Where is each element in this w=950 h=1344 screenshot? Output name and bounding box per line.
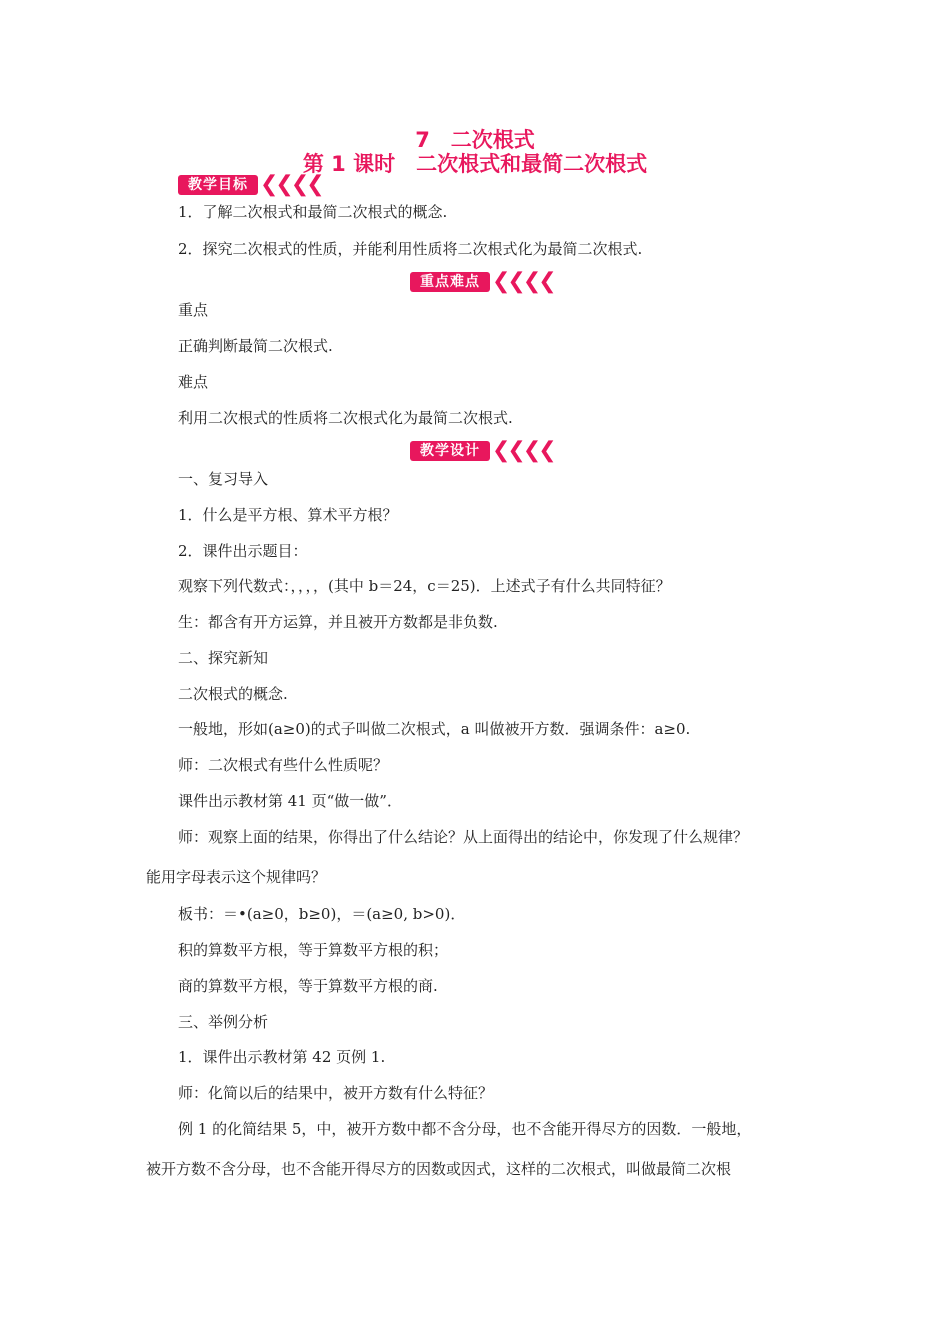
section-explore: 二、探究新知 (178, 649, 269, 667)
banner-key-points (410, 271, 554, 293)
goal-1: 1．了解二次根式和最简二次根式的概念. (178, 203, 448, 221)
banner-teaching-design (410, 440, 554, 462)
paragraph: 板书：＝•(a≥0，b≥0)，＝(a≥0, b>0)． (178, 905, 466, 923)
banner-teaching-goals (178, 174, 322, 196)
paragraph: 2．课件出示题目： (178, 542, 308, 560)
banner-label: 教学目标 (178, 175, 258, 195)
paragraph: 生：都含有开方运算，并且被开方数都是非负数. (178, 613, 498, 631)
section-examples: 三、举例分析 (178, 1013, 269, 1031)
paragraph: 课件出示教材第 41 页“做一做”． (178, 792, 402, 810)
paragraph-continued: 被开方数不含分母，也不含能开得尽方的因数或因式，这样的二次根式，叫做最简二次根 (146, 1160, 732, 1178)
paragraph: 例 1 的化简结果 5，中，被开方数中都不含分母，也不含能开得尽方的因数．一般地， (178, 1120, 752, 1138)
paragraph-continued: 能用字母表示这个规律吗？ (146, 868, 327, 886)
banner-label: 教学设计 (410, 441, 490, 461)
paragraph: 一般地，形如(a≥0)的式子叫做二次根式，a 叫做被开方数．强调条件：a≥0. (178, 720, 691, 738)
key-heading: 重点 (178, 301, 209, 319)
paragraph: 师：二次根式有些什么性质呢？ (178, 756, 389, 774)
paragraph: 1．什么是平方根、算术平方根？ (178, 506, 398, 524)
banner-label: 重点难点 (410, 272, 490, 292)
paragraph: 观察下列代数式：，，，，(其中 b＝24，c＝25)．上述式子有什么共同特征？ (178, 577, 671, 595)
key-text: 正确判断最简二次根式. (178, 337, 333, 355)
paragraph: 商的算数平方根，等于算数平方根的商. (178, 977, 438, 995)
paragraph: 二次根式的概念. (178, 685, 288, 703)
goal-2: 2．探究二次根式的性质，并能利用性质将二次根式化为最简二次根式. (178, 240, 643, 258)
chevron-left-icon: ❮❮❮❮ (260, 172, 322, 197)
section-title: 7 二次根式 (415, 128, 535, 152)
paragraph: 师：观察上面的结果，你得出了什么结论？从上面得出的结论中，你发现了什么规律？ (178, 828, 749, 846)
lesson-title: 第 1 课时 二次根式和最简二次根式 (302, 152, 648, 176)
difficulty-heading: 难点 (178, 373, 209, 391)
difficulty-text: 利用二次根式的性质将二次根式化为最简二次根式. (178, 409, 513, 427)
chevron-left-icon: ❮❮❮❮ (492, 438, 554, 463)
section-review: 一、复习导入 (178, 470, 269, 488)
chevron-left-icon: ❮❮❮❮ (492, 269, 554, 294)
paragraph: 师：化简以后的结果中，被开方数有什么特征？ (178, 1084, 494, 1102)
paragraph: 积的算数平方根，等于算数平方根的积； (178, 941, 449, 959)
paragraph: 1．课件出示教材第 42 页例 1. (178, 1048, 386, 1066)
